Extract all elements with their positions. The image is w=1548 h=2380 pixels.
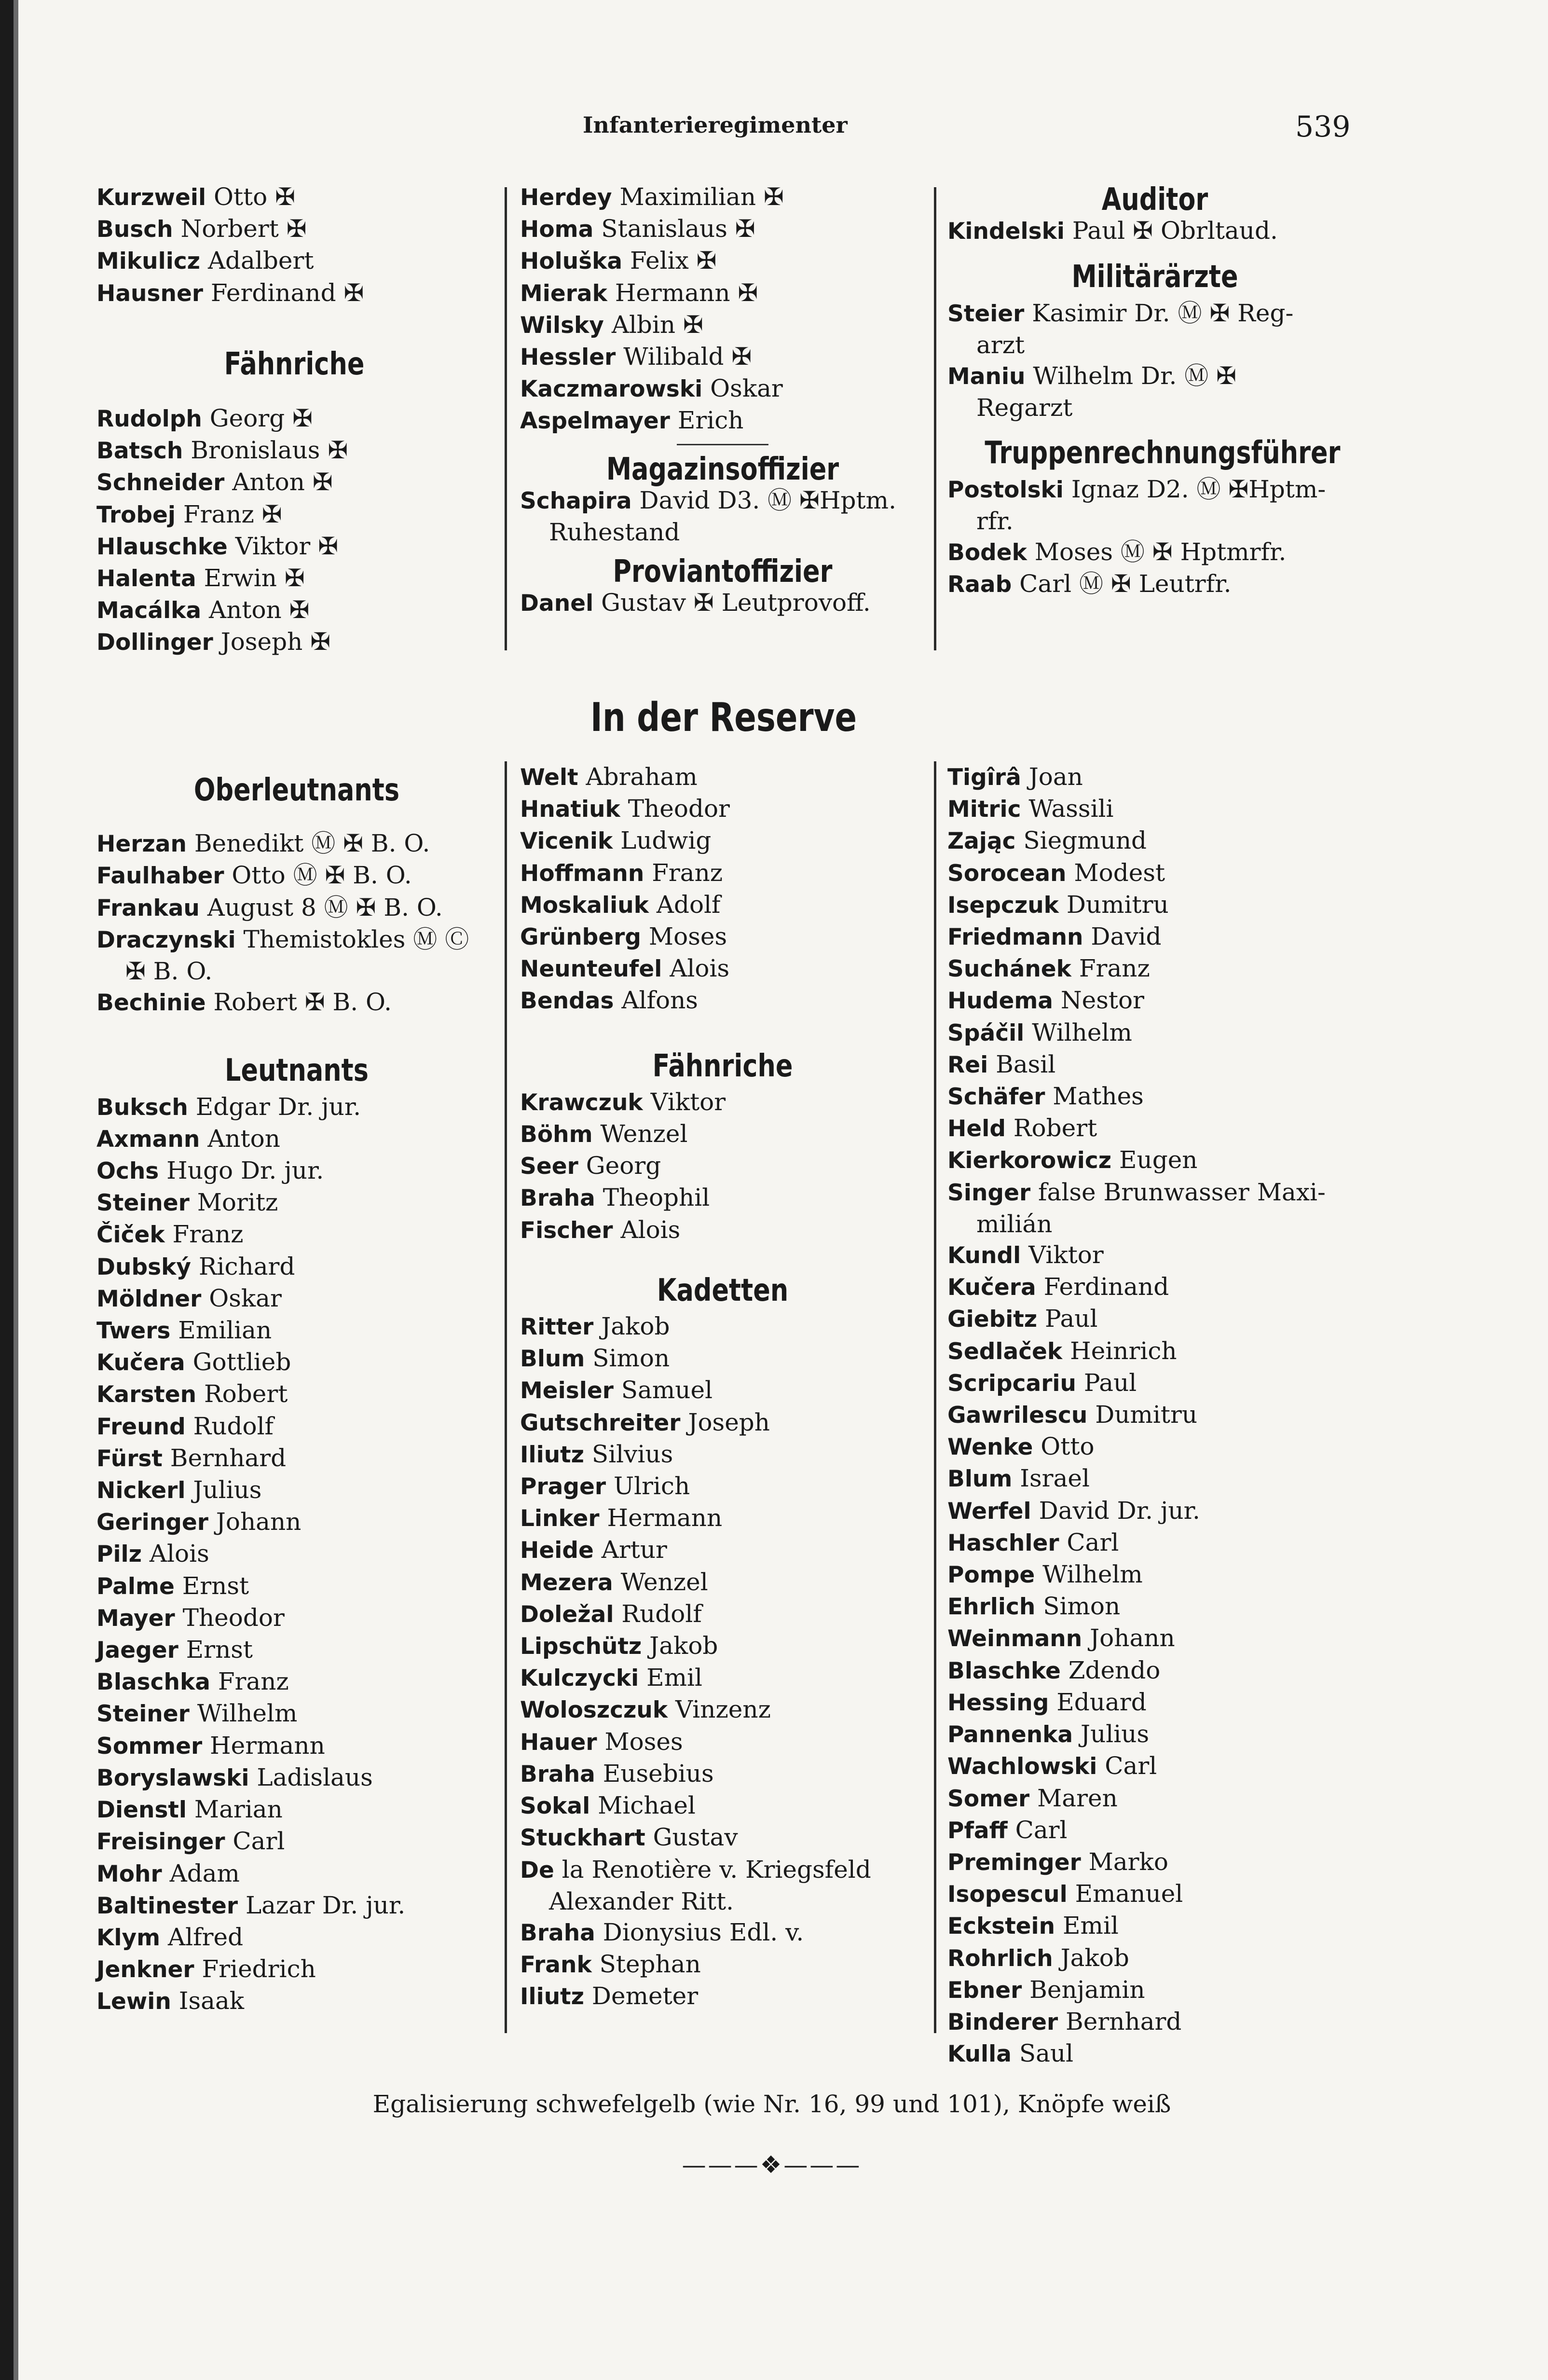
list-entry: Moskaliuk Adolf: [520, 890, 721, 919]
fahnriche-reserve-list: [520, 1087, 925, 1246]
list-entry: Suchánek Franz: [947, 954, 1150, 983]
list-entry: Gawrilescu Dumitru: [947, 1401, 1198, 1429]
auditor-list: [947, 215, 1362, 247]
list-entry: Hoffmann Franz: [520, 858, 723, 887]
list-entry: Kulla Saul: [947, 2039, 1074, 2068]
section-heading-reserve: In der Reserve: [590, 695, 857, 741]
bottom-column-3: [947, 761, 1372, 2070]
list-entry: Vicenik Ludwig: [520, 826, 712, 855]
list-entry: Pompe Wilhelm: [947, 1560, 1143, 1589]
list-entry: Binderer Bernhard: [947, 2007, 1182, 2036]
list-entry: Held Robert: [947, 1114, 1097, 1142]
section-heading-leutnants: Leutnants: [225, 1053, 369, 1089]
list-entry: Holuška Felix ✠: [520, 247, 717, 275]
list-entry: Sokal Michael: [520, 1791, 696, 1820]
list-entry: Kučera Gottlieb: [96, 1348, 291, 1376]
scan-edge: [0, 0, 14, 2380]
top-column-2: [520, 181, 925, 619]
section-heading-kadetten: Kadetten: [657, 1272, 789, 1308]
list-entry: Ehrlich Simon: [947, 1592, 1121, 1621]
list-entry: Batsch Bronislaus ✠: [96, 436, 348, 465]
list-entry: Herzan Benedikt Ⓜ ✠ B. O.: [96, 829, 430, 858]
list-entry: Bendas Alfons: [520, 986, 698, 1015]
list-entry: Sedlaček Heinrich: [947, 1336, 1177, 1365]
column-rule: [934, 187, 936, 650]
truppen-list: [947, 474, 1362, 601]
list-entry: Freund Rudolf: [96, 1412, 274, 1440]
officer-list: [520, 181, 925, 437]
bottom-column-2: [520, 761, 925, 2013]
section-heading-truppenrechnungsfuehrer: Truppenrechnungsführer: [985, 435, 1341, 471]
list-entry: Rudolph Georg ✠: [96, 404, 313, 433]
list-entry: Postolski Ignaz D2. Ⓜ ✠Hptm-: [947, 475, 1326, 503]
list-entry: Hausner Ferdinand ✠: [96, 278, 364, 307]
list-entry: Somer Maren: [947, 1784, 1118, 1812]
section-heading-magazinsoffizier: Magazinsoffizier: [606, 451, 839, 487]
list-entry: Danel Gustav ✠ Leutprovoff.: [520, 589, 871, 617]
top-column-3: [947, 181, 1362, 600]
list-entry: Aspelmayer Erich: [520, 406, 744, 435]
list-entry: Alexander Ritt.: [549, 1887, 734, 1915]
list-entry: Woloszczuk Vinzenz: [520, 1695, 771, 1724]
list-entry: Ochs Hugo Dr. jur.: [96, 1156, 324, 1185]
militaraerzte-list: [947, 298, 1362, 424]
list-entry: Dienstl Marian: [96, 1795, 283, 1824]
list-entry: Mierak Hermann ✠: [520, 278, 758, 307]
proviant-list: [520, 587, 925, 619]
list-entry: Jenkner Friedrich: [96, 1955, 316, 1983]
list-entry: Mayer Theodor: [96, 1603, 285, 1632]
list-entry: milián: [976, 1210, 1053, 1238]
section-heading-fahnriche: Fähnriche: [224, 346, 365, 382]
list-entry: Halenta Erwin ✠: [96, 564, 305, 592]
list-entry: Mitric Wassili: [947, 795, 1114, 823]
list-entry: Schneider Anton ✠: [96, 468, 333, 496]
list-entry: Steiner Moritz: [96, 1188, 278, 1217]
list-entry: Schäfer Mathes: [947, 1082, 1144, 1111]
column-rule: [505, 761, 507, 2033]
list-entry: Kindelski Paul ✠ Obrltaud.: [947, 217, 1278, 245]
list-entry: Möldner Oskar: [96, 1284, 282, 1312]
list-entry: Seer Georg: [520, 1152, 661, 1180]
list-entry: Tigîrâ Joan: [947, 763, 1083, 791]
list-entry: Hlauschke Viktor ✠: [96, 532, 339, 560]
leutnants-list: [96, 1091, 497, 2018]
list-entry: Hnatiuk Theodor: [520, 795, 730, 823]
list-entry: Zając Siegmund: [947, 826, 1147, 855]
list-entry: Baltinester Lazar Dr. jur.: [96, 1891, 406, 1919]
list-entry: Iliutz Silvius: [520, 1440, 673, 1468]
fahnriche-list: [96, 403, 492, 659]
scan-edge-shadow: [14, 0, 18, 2380]
list-entry: Wachlowski Carl: [947, 1752, 1157, 1780]
list-entry: Faulhaber Otto Ⓜ ✠ B. O.: [96, 861, 412, 890]
list-entry: Wilsky Albin ✠: [520, 310, 703, 339]
list-entry: Čiček Franz: [96, 1220, 244, 1249]
list-entry: Maniu Wilhelm Dr. Ⓜ ✠: [947, 362, 1237, 390]
magazin-list: [520, 485, 925, 548]
list-entry: Herdey Maximilian ✠: [520, 183, 784, 211]
list-entry: Lewin Isaak: [96, 1987, 245, 2015]
list-entry: Stuckhart Gustav: [520, 1823, 738, 1852]
reserve-officer-list-continued: [947, 761, 1372, 2070]
list-entry: Mezera Wenzel: [520, 1568, 708, 1596]
list-entry: ✠ B. O.: [125, 957, 213, 986]
officer-list: [96, 181, 492, 309]
section-heading-proviantoffizier: Proviantoffizier: [613, 554, 833, 590]
list-entry: Bodek Moses Ⓜ ✠ Hptmrfr.: [947, 538, 1287, 566]
running-header: Infanterieregimenter: [583, 112, 848, 138]
list-entry: Mikulicz Adalbert: [96, 247, 314, 275]
list-entry: Kučera Ferdinand: [947, 1273, 1169, 1301]
bottom-column-1: [96, 772, 497, 2018]
page-number: 539: [1295, 110, 1351, 144]
list-entry: Pfaff Carl: [947, 1816, 1068, 1844]
list-entry: Rohrlich Jakob: [947, 1943, 1129, 1972]
list-entry: Werfel David Dr. jur.: [947, 1496, 1200, 1525]
footer-note: Egalisierung schwefelgelb (wie Nr. 16, 99 und 101), Knöpfe weiß: [372, 2090, 1171, 2118]
list-entry: Ebner Benjamin: [947, 1975, 1145, 2004]
list-entry: Wenke Otto: [947, 1432, 1095, 1461]
list-entry: Karsten Robert: [96, 1380, 288, 1408]
list-entry: Heide Artur: [520, 1536, 667, 1564]
list-entry: De la Renotière v. Kriegsfeld: [520, 1855, 871, 1884]
section-heading-auditor: Auditor: [1101, 182, 1208, 218]
list-entry: Frank Stephan: [520, 1950, 701, 1979]
list-entry: Raab Carl Ⓜ ✠ Leutrfr.: [947, 570, 1232, 598]
list-entry: Kulczycki Emil: [520, 1664, 703, 1692]
kadetten-list: [520, 1311, 925, 2012]
list-entry: Axmann Anton: [96, 1124, 280, 1153]
list-entry: Steiner Wilhelm: [96, 1699, 298, 1728]
list-entry: Hessler Wilibald ✠: [520, 343, 752, 371]
list-entry: Blum Simon: [520, 1344, 670, 1373]
list-entry: Iliutz Demeter: [520, 1982, 699, 2010]
list-entry: Weinmann Johann: [947, 1624, 1175, 1652]
list-entry: Mohr Adam: [96, 1859, 240, 1887]
list-entry: Ritter Jakob: [520, 1312, 670, 1341]
list-entry: Isopescul Emanuel: [947, 1880, 1183, 1908]
list-entry: Neunteufel Alois: [520, 954, 730, 983]
divider: [677, 444, 768, 445]
list-entry: Linker Hermann: [520, 1504, 723, 1532]
list-entry: Kaczmarowski Oskar: [520, 374, 783, 403]
list-entry: Hessing Eduard: [947, 1688, 1147, 1716]
list-entry: Blaschka Franz: [96, 1667, 289, 1696]
list-entry: Scripcariu Paul: [947, 1368, 1137, 1397]
list-entry: Busch Norbert ✠: [96, 215, 307, 243]
list-entry: Giebitz Paul: [947, 1305, 1098, 1333]
list-entry: Regarzt: [976, 394, 1073, 422]
list-entry: Welt Abraham: [520, 763, 698, 791]
list-entry: Trobej Franz ✠: [96, 500, 282, 528]
list-entry: Nickerl Julius: [96, 1476, 262, 1504]
section-heading-fahnriche-reserve: Fähnriche: [652, 1048, 793, 1084]
list-entry: Prager Ulrich: [520, 1472, 690, 1500]
list-entry: Fischer Alois: [520, 1215, 681, 1244]
list-entry: Dubský Richard: [96, 1252, 295, 1280]
list-entry: Eckstein Emil: [947, 1912, 1119, 1940]
list-entry: rfr.: [976, 507, 1014, 535]
section-heading-oberleutnants: Oberleutnants: [193, 772, 400, 808]
list-entry: Hudema Nestor: [947, 986, 1145, 1015]
list-entry: Spáčil Wilhelm: [947, 1018, 1132, 1046]
list-entry: Sorocean Modest: [947, 858, 1165, 887]
list-entry: Fürst Bernhard: [96, 1444, 287, 1472]
list-entry: Freisinger Carl: [96, 1827, 285, 1856]
list-entry: Böhm Wenzel: [520, 1120, 688, 1148]
list-entry: Pannenka Julius: [947, 1720, 1150, 1748]
column-rule: [934, 761, 936, 2033]
list-entry: Homa Stanislaus ✠: [520, 215, 755, 243]
list-entry: Schapira David D3. Ⓜ ✠Hptm.: [520, 486, 896, 514]
list-entry: Hauer Moses: [520, 1727, 683, 1756]
list-entry: Haschler Carl: [947, 1528, 1119, 1556]
list-entry: Sommer Hermann: [96, 1731, 325, 1760]
list-entry: Krawczuk Viktor: [520, 1087, 726, 1116]
list-entry: Macálka Anton ✠: [96, 596, 310, 624]
list-entry: Kierkorowicz Eugen: [947, 1146, 1198, 1174]
list-entry: Doležal Rudolf: [520, 1599, 702, 1628]
list-entry: Buksch Edgar Dr. jur.: [96, 1092, 361, 1121]
list-entry: Blaschke Zdendo: [947, 1656, 1161, 1684]
list-entry: Preminger Marko: [947, 1847, 1168, 1876]
list-entry: Rei Basil: [947, 1050, 1056, 1078]
list-entry: Palme Ernst: [96, 1571, 249, 1600]
list-entry: Kundl Viktor: [947, 1241, 1104, 1269]
list-entry: Meisler Samuel: [520, 1376, 713, 1404]
list-entry: Lipschütz Jakob: [520, 1632, 718, 1660]
list-entry: Klym Alfred: [96, 1923, 244, 1951]
list-entry: Blum Israel: [947, 1464, 1090, 1493]
list-entry: Jaeger Ernst: [96, 1636, 253, 1664]
list-entry: Gutschreiter Joseph: [520, 1408, 770, 1436]
list-entry: arzt: [976, 330, 1025, 359]
list-entry: Grünberg Moses: [520, 922, 727, 951]
list-entry: Twers Emilian: [96, 1316, 272, 1345]
footer-ornament: ———❖———: [682, 2151, 862, 2179]
list-entry: Braha Theophil: [520, 1183, 710, 1212]
list-entry: Ruhestand: [549, 518, 680, 547]
list-entry: Draczynski Themistokles Ⓜ Ⓒ: [96, 925, 469, 953]
section-heading-militaraerzte: Militärärzte: [1071, 259, 1238, 295]
reserve-officer-list: [520, 761, 925, 1017]
oberleutnants-list: [96, 828, 497, 1018]
column-rule: [505, 187, 507, 650]
list-entry: Geringer Johann: [96, 1508, 301, 1536]
list-entry: Frankau August 8 Ⓜ ✠ B. O.: [96, 893, 443, 922]
list-entry: Steier Kasimir Dr. Ⓜ ✠ Reg-: [947, 299, 1294, 327]
list-entry: Friedmann David: [947, 922, 1162, 951]
list-entry: Bechinie Robert ✠ B. O.: [96, 988, 392, 1017]
list-entry: Dollinger Joseph ✠: [96, 628, 331, 656]
list-entry: Boryslawski Ladislaus: [96, 1763, 373, 1791]
list-entry: Braha Eusebius: [520, 1759, 714, 1788]
top-column-1: [96, 181, 492, 659]
list-entry: Singer false Brunwasser Maxi-: [947, 1178, 1326, 1206]
list-entry: Braha Dionysius Edl. v.: [520, 1918, 804, 1946]
list-entry: Pilz Alois: [96, 1540, 209, 1568]
list-entry: Kurzweil Otto ✠: [96, 183, 296, 211]
list-entry: Isepczuk Dumitru: [947, 890, 1169, 919]
